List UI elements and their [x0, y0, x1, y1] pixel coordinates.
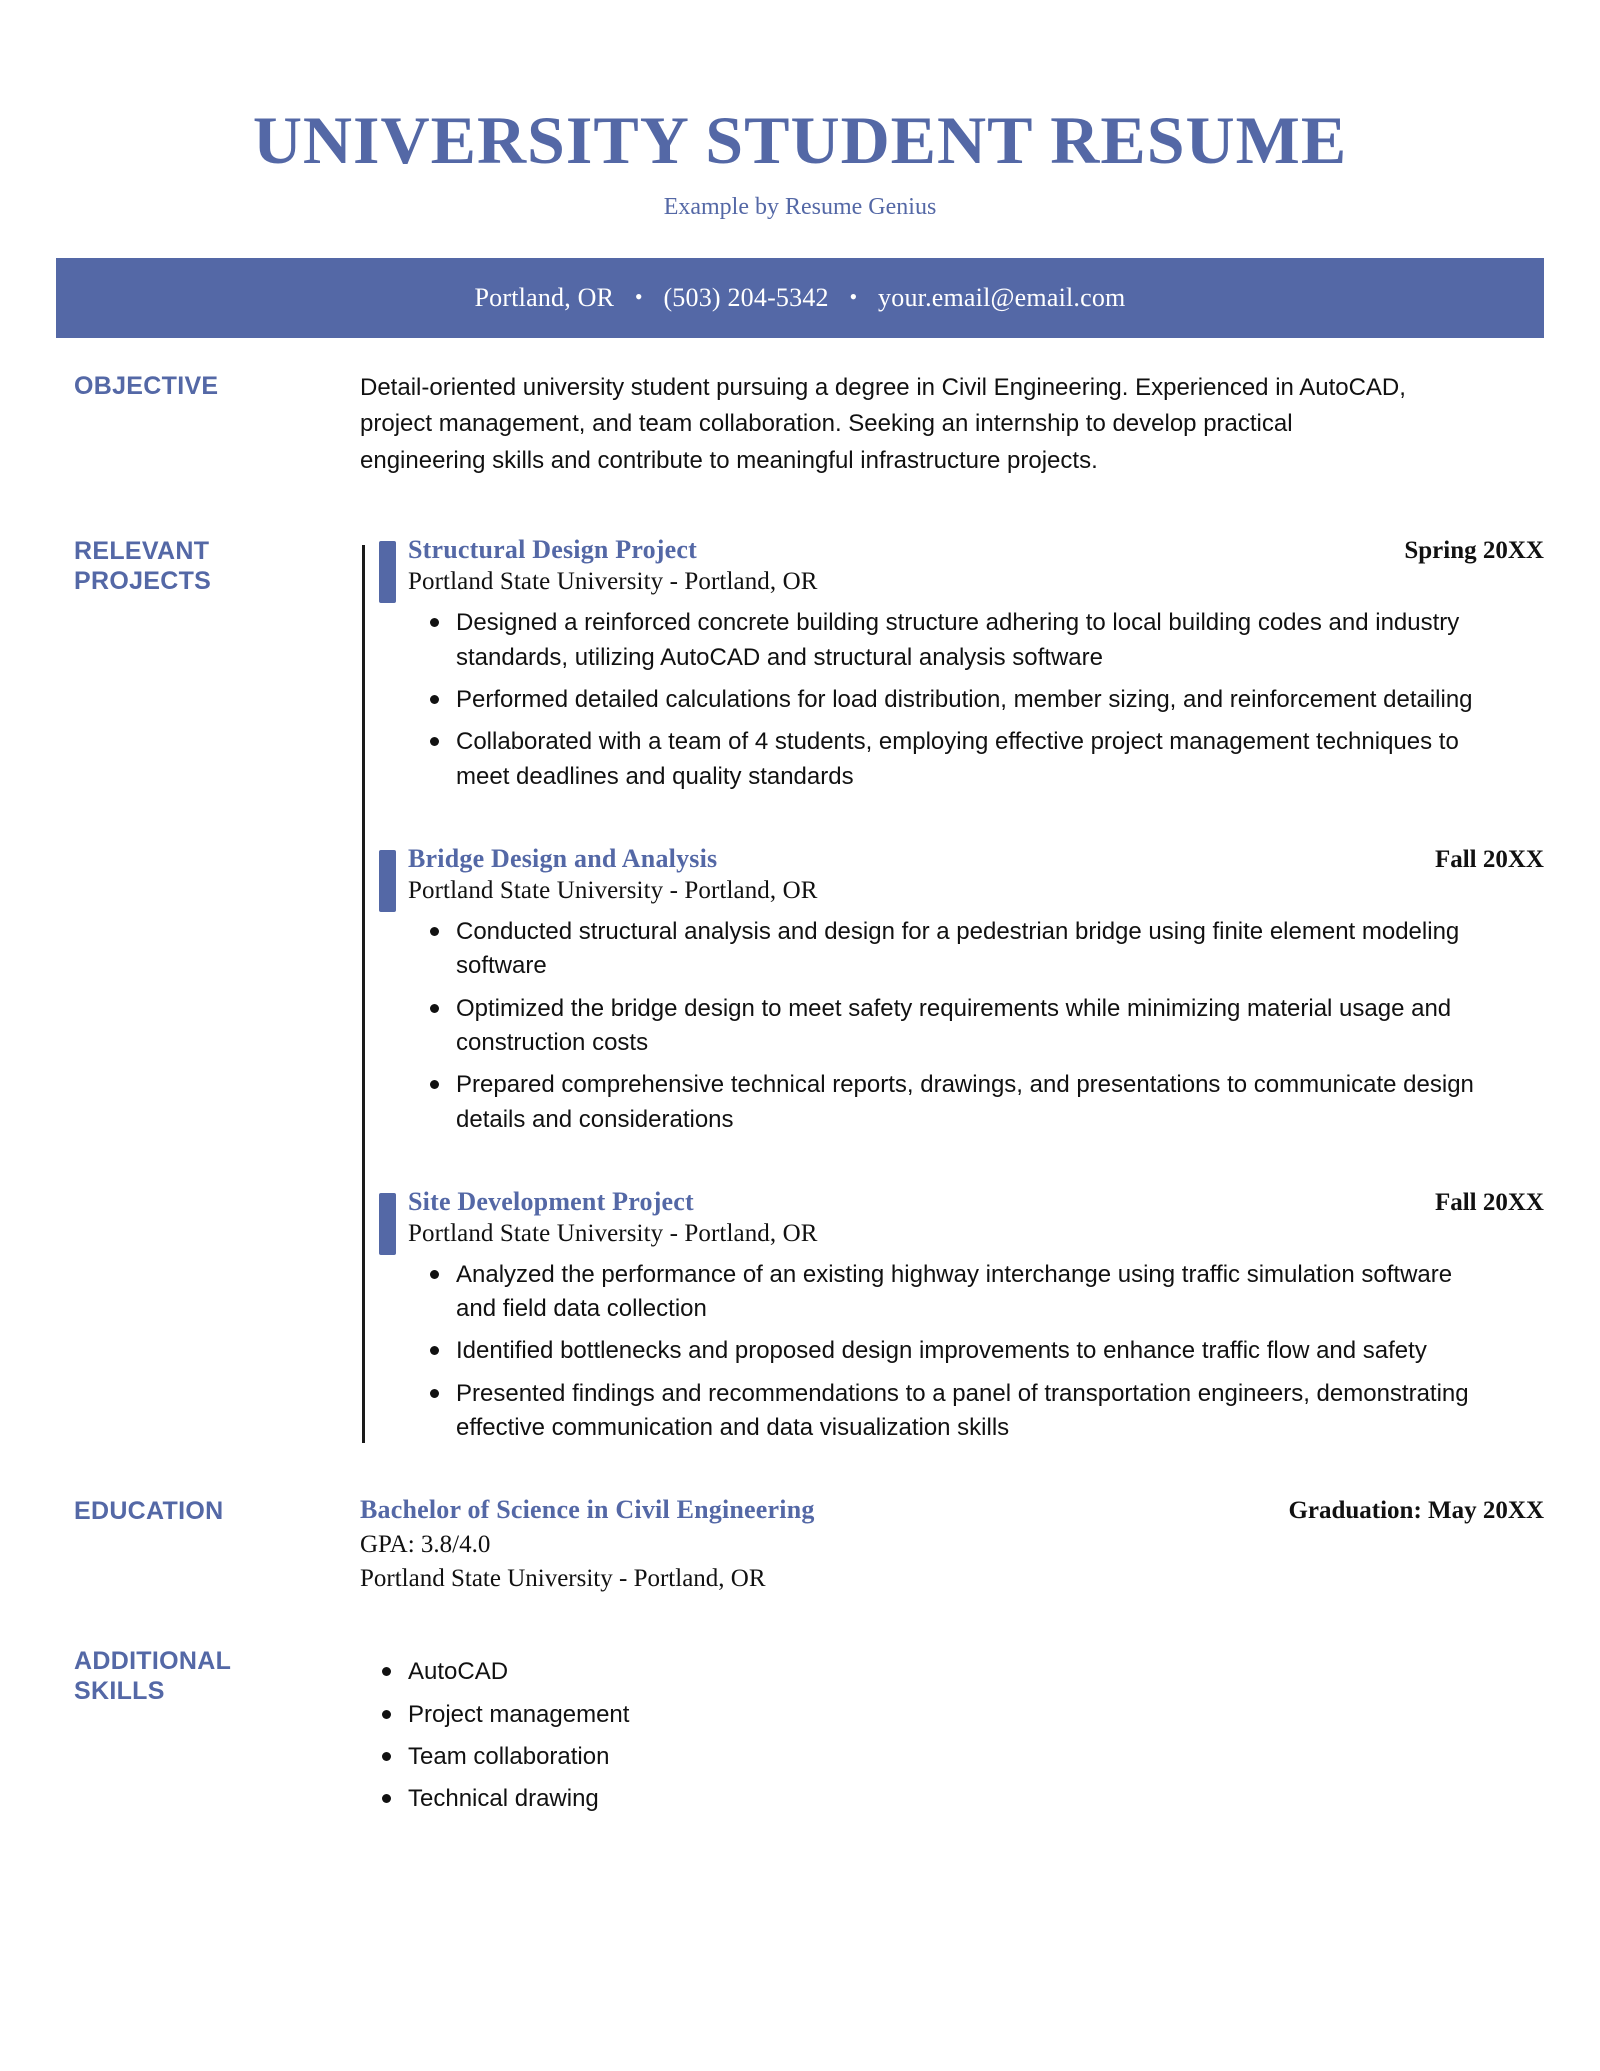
education-gpa: GPA: 3.8/4.0: [360, 1531, 491, 1559]
project-title: Site Development Project: [408, 1186, 694, 1216]
bullet-dot-icon: [382, 1710, 391, 1719]
section-label-education: EDUCATION: [74, 1497, 224, 1526]
list-item: [360, 1740, 1544, 1774]
projects-timeline: [336, 535, 1544, 1445]
section-body-education: [336, 1495, 1544, 1593]
section-additional-skills: [0, 1645, 1600, 1816]
bullet-text: Designed a reinforced concrete building structure adhering to local building codes and industry standards, utilizing AutoCAD and structural analysis software: [456, 609, 1460, 671]
contact-location: Portland, OR: [474, 283, 615, 312]
project-bullet-list: [408, 915, 1544, 1137]
education-school: Portland State University - Portland, OR: [360, 1565, 766, 1593]
section-label-line-2: SKILLS: [74, 1676, 165, 1705]
project-title: Bridge Design and Analysis: [408, 843, 718, 873]
project-date: Spring 20XX: [1404, 537, 1544, 565]
project-title: Structural Design Project: [408, 535, 698, 565]
bullet-text: Identified bottlenecks and proposed design improvements to enhance traffic flow and safety: [456, 1337, 1427, 1365]
page-subtitle: Example by Resume Genius: [663, 194, 937, 221]
bullet-dot-icon: [430, 1389, 439, 1398]
project-bullet-list: [408, 606, 1544, 794]
contact-separator-2: •: [849, 284, 858, 309]
bullet-text: Prepared comprehensive technical reports, drawings, and presentations to communicate design details and considerations: [456, 1071, 1474, 1133]
project-header: [408, 535, 1544, 565]
bullet-dot-icon: [430, 1346, 439, 1355]
project-header: [408, 844, 1544, 874]
skills-container: [336, 1655, 1544, 1816]
objective-text: Detail-oriented university student pursuing a degree in Civil Engineering. Experienced in AutoCAD, project management, and team collaboration. Seeking an internship to develop practical engineering skills and contribute to meaningful infrastructure projects.: [360, 374, 1406, 474]
bullet-text: Optimized the bridge design to meet safety requirements while minimizing material usage and construction costs: [456, 994, 1452, 1056]
education-graduation-date: Graduation: May 20XX: [1288, 1497, 1544, 1525]
section-objective: [0, 370, 1600, 479]
bullet-text: Presented findings and recommendations to a panel of transportation engineers, demonstrating effective communication and data visualization skills: [456, 1379, 1469, 1442]
list-item: [360, 1655, 1544, 1689]
bullet-dot-icon: [430, 1270, 439, 1279]
list-item: [408, 683, 1486, 717]
list-item: [360, 1782, 1544, 1816]
bullet-text: Collaborated with a team of 4 students, employing effective project management techniques to meet deadlines and quality standards: [456, 728, 1459, 790]
page-title: UNIVERSITY STUDENT RESUME: [252, 102, 1348, 178]
project-organization: Portland State University - Portland, OR: [408, 568, 818, 596]
section-body-objective: [336, 370, 1544, 479]
bullet-dot-icon: [382, 1667, 391, 1676]
bullet-dot-icon: [430, 1004, 439, 1013]
list-item: [408, 1068, 1486, 1137]
bullet-dot-icon: [430, 927, 439, 936]
skill-text: Team collaboration: [408, 1743, 610, 1771]
education-entry: [336, 1495, 1544, 1593]
project-date: Fall 20XX: [1434, 1188, 1544, 1216]
bullet-text: Conducted structural analysis and design for a pedestrian bridge using finite element modeling software: [456, 917, 1460, 980]
list-item: [408, 725, 1486, 794]
bullet-dot-icon: [430, 1080, 439, 1089]
section-label-objective: OBJECTIVE: [74, 372, 219, 400]
section-education: [0, 1495, 1600, 1593]
bullet-dot-icon: [430, 618, 439, 627]
timeline-marker-icon: [379, 1193, 396, 1255]
section-label-line-1: ADDITIONAL: [74, 1647, 232, 1676]
education-degree: Bachelor of Science in Civil Engineering: [360, 1495, 815, 1525]
bullet-text: Performed detailed calculations for load distribution, member sizing, and reinforcement detailing: [456, 686, 1473, 714]
project-entry: [360, 535, 1544, 794]
resume-content: [0, 370, 1600, 1817]
contact-bar: [56, 258, 1544, 338]
section-body-additional-skills: [336, 1645, 1544, 1816]
timeline-marker-icon: [379, 850, 396, 912]
section-label-additional-skills: [74, 1645, 336, 1706]
education-header: [360, 1495, 1544, 1525]
contact-email: your.email@email.com: [878, 283, 1126, 312]
list-item: [408, 1334, 1486, 1368]
project-organization: Portland State University - Portland, OR: [408, 876, 818, 904]
section-label-relevant-projects: [74, 535, 336, 596]
section-body-relevant-projects: [336, 535, 1544, 1445]
bullet-text: Analyzed the performance of an existing highway interchange using traffic simulation software and field data collection: [456, 1260, 1453, 1323]
project-entry: [360, 1187, 1544, 1446]
bullet-dot-icon: [382, 1794, 391, 1803]
skill-text: AutoCAD: [408, 1658, 509, 1686]
list-item: [408, 606, 1486, 675]
project-bullet-list: [408, 1258, 1544, 1446]
section-relevant-projects: [0, 535, 1600, 1445]
skill-text: Project management: [408, 1700, 630, 1728]
timeline-marker-icon: [379, 541, 396, 603]
section-label-line-2: PROJECTS: [74, 566, 212, 595]
bullet-dot-icon: [430, 737, 439, 746]
list-item: [408, 992, 1486, 1061]
skill-text: Technical drawing: [408, 1785, 599, 1813]
section-label-line-1: RELEVANT: [74, 537, 210, 566]
contact-info: [475, 283, 1126, 313]
project-entry: [360, 844, 1544, 1137]
contact-phone: (503) 204-5342: [663, 283, 829, 312]
list-item: [408, 915, 1486, 984]
list-item: [408, 1258, 1486, 1327]
project-organization: Portland State University - Portland, OR: [408, 1219, 818, 1247]
project-header: [408, 1187, 1544, 1217]
bullet-dot-icon: [382, 1752, 391, 1761]
contact-separator-1: •: [634, 284, 643, 309]
list-item: [360, 1698, 1544, 1732]
project-date: Fall 20XX: [1434, 845, 1544, 873]
skills-list: [360, 1655, 1544, 1816]
bullet-dot-icon: [430, 695, 439, 704]
list-item: [408, 1377, 1486, 1446]
